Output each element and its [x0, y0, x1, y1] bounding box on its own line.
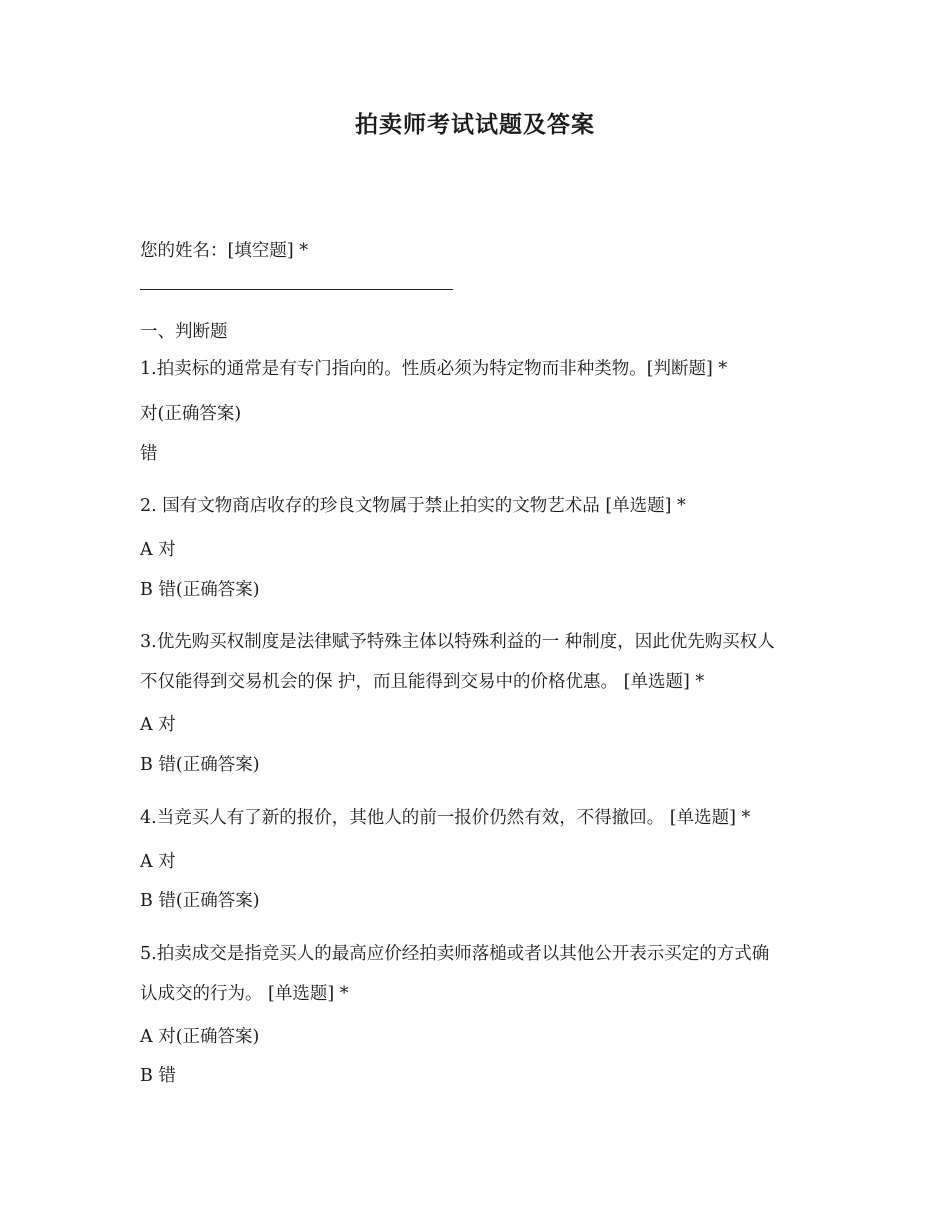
question-3-text-line-1: 3.优先购买权制度是法律赋予特殊主体以特殊利益的一 种制度，因此优先购买权人 [140, 632, 775, 652]
question-2-option-b[interactable]: B 错(正确答案) [140, 580, 260, 600]
question-3-text-line-2: 不仅能得到交易机会的保 护，而且能得到交易中的价格优惠。 [单选题] * [140, 672, 705, 692]
question-5-option-b[interactable]: B 错 [140, 1066, 176, 1086]
question-3-option-a[interactable]: A 对 [140, 715, 176, 735]
question-1-text: 1.拍卖标的通常是有专门指向的。性质必须为特定物而非种类物。[判断题] * [140, 359, 728, 379]
question-5-text-line-2: 认成交的行为。 [单选题] * [140, 984, 349, 1004]
question-2-option-a[interactable]: A 对 [140, 540, 176, 560]
name-answer-blank[interactable] [140, 289, 453, 290]
question-4-option-a[interactable]: A 对 [140, 852, 176, 872]
name-field-label: 您的姓名：[填空题] * [140, 241, 308, 261]
page-title: 拍卖师考试试题及答案 [355, 112, 595, 138]
question-4-option-b[interactable]: B 错(正确答案) [140, 891, 260, 911]
question-4-text: 4.当竞买人有了新的报价，其他人的前一报价仍然有效，不得撤回。 [单选题] * [140, 808, 751, 828]
question-1-option-2[interactable]: 错 [140, 444, 158, 464]
question-3-option-b[interactable]: B 错(正确答案) [140, 755, 260, 775]
question-5-text-line-1: 5.拍卖成交是指竞买人的最高应价经拍卖师落槌或者以其他公开表示买定的方式确 [140, 944, 770, 964]
question-5-option-a[interactable]: A 对(正确答案) [140, 1027, 260, 1047]
question-1-option-1[interactable]: 对(正确答案) [140, 404, 242, 424]
question-2-text: 2. 国有文物商店收存的珍良文物属于禁止拍实的文物艺术品 [单选题] * [140, 496, 686, 516]
section-heading: 一、判断题 [140, 322, 228, 342]
